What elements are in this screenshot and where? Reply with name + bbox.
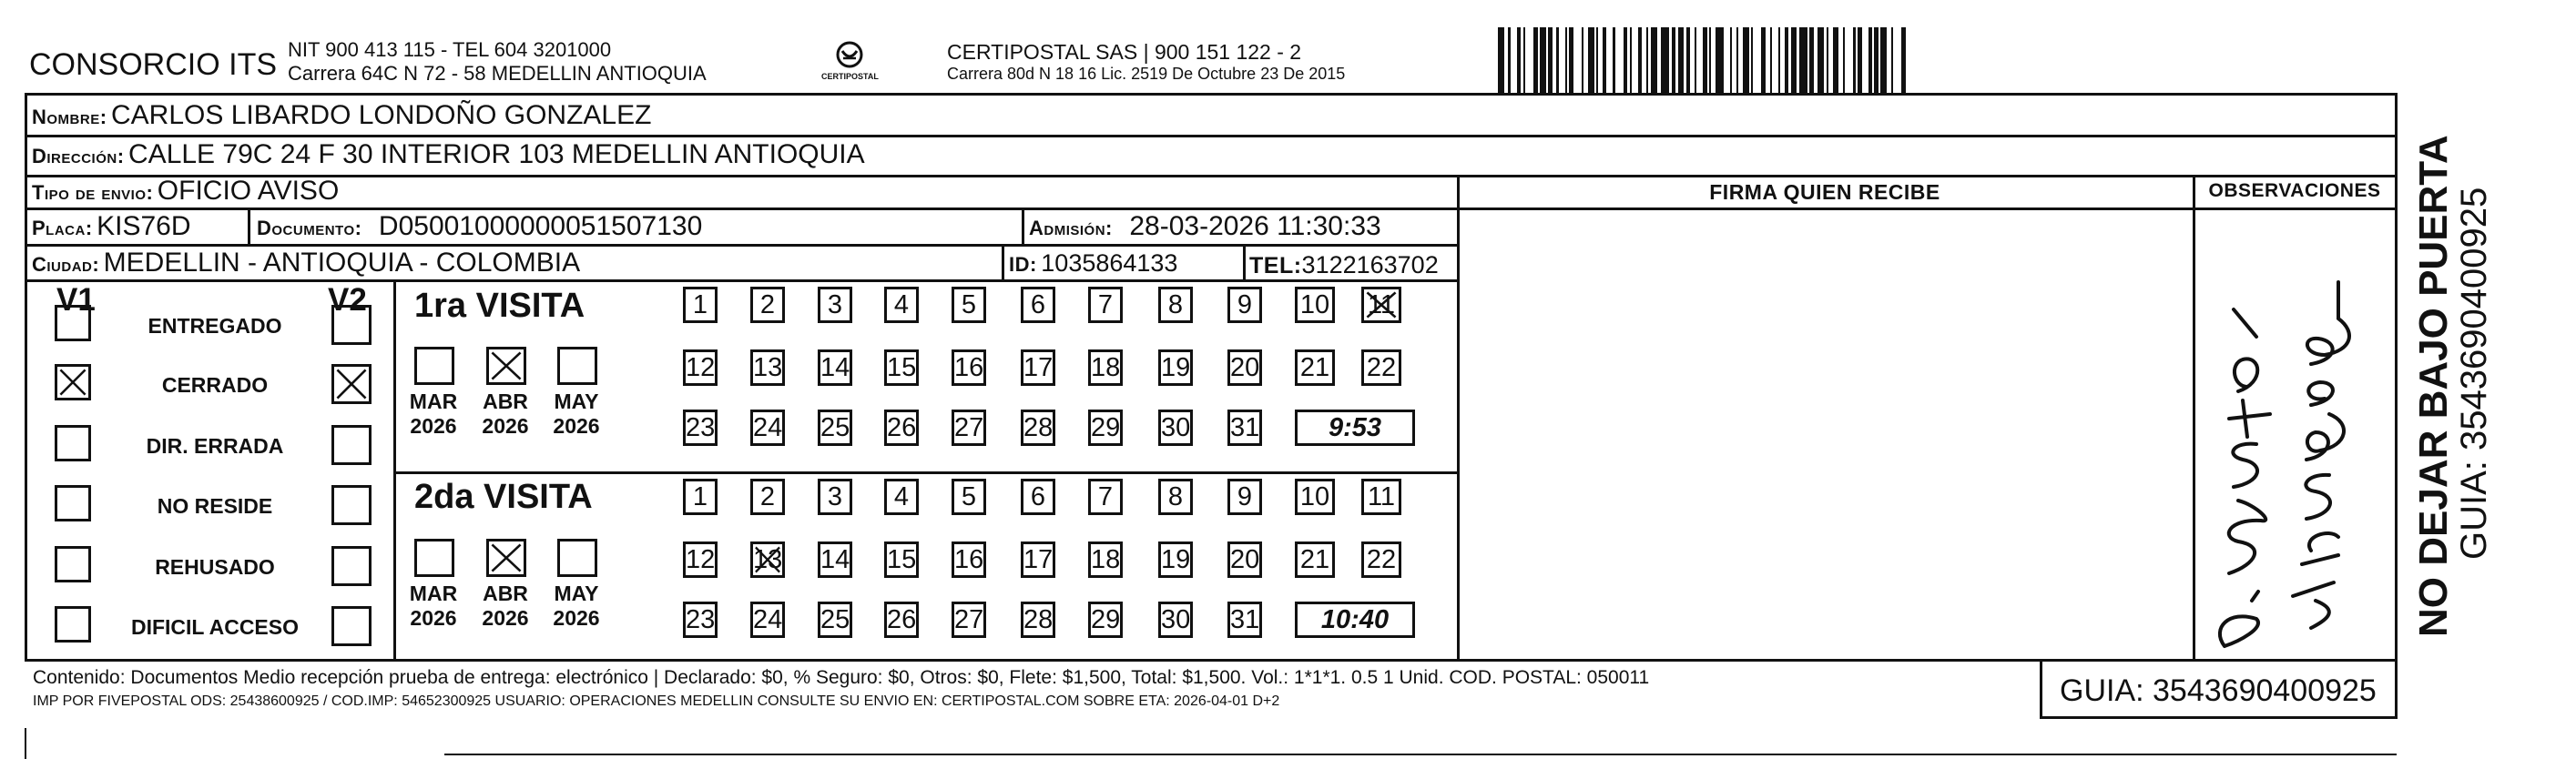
city-row bbox=[32, 248, 580, 278]
day-number: 13 bbox=[753, 353, 783, 382]
month-year: 2026 bbox=[553, 606, 600, 630]
status-label: DIFICIL ACCESO bbox=[130, 615, 299, 639]
day-number: 9 bbox=[1237, 482, 1253, 511]
day-box[interactable] bbox=[1021, 349, 1055, 386]
day-number: 19 bbox=[1161, 545, 1191, 574]
day-box[interactable] bbox=[683, 410, 718, 446]
day-number: 14 bbox=[820, 353, 850, 382]
visit-1-title: 1ra VISITA bbox=[414, 287, 585, 325]
recipient-address: CALLE 79C 24 F 30 INTERIOR 103 MEDELLIN ANTIOQUIA bbox=[128, 139, 865, 169]
recipient-address-row bbox=[32, 139, 865, 170]
day-box[interactable] bbox=[818, 287, 852, 323]
barcode-bar bbox=[1678, 27, 1685, 93]
day-box[interactable] bbox=[750, 349, 785, 386]
signature-header: FIRMA QUIEN RECIBE bbox=[1709, 180, 1940, 204]
month-checkbox[interactable] bbox=[414, 539, 454, 577]
status-label: DIR. ERRADA bbox=[146, 434, 284, 458]
day-number: 27 bbox=[954, 605, 984, 634]
day-box[interactable] bbox=[1158, 410, 1193, 446]
day-box[interactable] bbox=[750, 410, 785, 446]
day-box[interactable] bbox=[952, 479, 986, 515]
month-year: 2026 bbox=[482, 414, 529, 438]
shipping-type: OFICIO AVISO bbox=[157, 176, 340, 206]
side-notice: NO DEJAR BAJO PUERTA bbox=[2411, 135, 2456, 637]
observations-header: OBSERVACIONES bbox=[2208, 180, 2381, 201]
day-number: 11 bbox=[1367, 290, 1396, 319]
company-address: Carrera 64C N 72 - 58 MEDELLIN ANTIOQUIA bbox=[288, 62, 707, 85]
month-name: MAY bbox=[554, 390, 599, 413]
barcode-bar bbox=[1753, 27, 1761, 93]
tel-value: 3122163702 bbox=[1301, 251, 1439, 278]
v2-checkbox[interactable] bbox=[331, 305, 372, 345]
barcode-bar bbox=[1559, 27, 1565, 93]
day-number: 19 bbox=[1161, 353, 1191, 382]
barcode-bar bbox=[1833, 27, 1839, 93]
barcode-bar bbox=[1880, 27, 1887, 93]
day-number: 22 bbox=[1366, 353, 1397, 382]
day-number: 16 bbox=[954, 545, 984, 574]
status-label: REHUSADO bbox=[155, 555, 275, 579]
handwritten-observation bbox=[2202, 228, 2384, 655]
day-number: 21 bbox=[1299, 545, 1330, 574]
barcode-bar bbox=[1498, 27, 1504, 93]
day-number: 1 bbox=[692, 482, 708, 511]
day-number: 21 bbox=[1299, 353, 1330, 382]
barcode-bar bbox=[1632, 27, 1638, 93]
day-box[interactable] bbox=[1227, 479, 1262, 515]
barcode bbox=[1498, 27, 2317, 93]
month-year: 2026 bbox=[410, 414, 457, 438]
carrier-logo-text: CERTIPOSTAL bbox=[821, 72, 879, 81]
day-box[interactable] bbox=[1088, 541, 1123, 578]
day-box[interactable] bbox=[750, 602, 785, 638]
handwriting-signature bbox=[2202, 228, 2384, 655]
day-box[interactable] bbox=[884, 479, 919, 515]
city-value: MEDELLIN - ANTIOQUIA - COLOMBIA bbox=[103, 248, 581, 278]
day-box[interactable] bbox=[1021, 479, 1055, 515]
v1-checkbox[interactable] bbox=[55, 364, 91, 400]
day-box[interactable] bbox=[1295, 541, 1335, 578]
barcode-bar bbox=[1791, 27, 1797, 93]
day-number: 27 bbox=[954, 413, 984, 442]
day-number: 12 bbox=[686, 545, 716, 574]
day-number: 18 bbox=[1091, 353, 1121, 382]
id-label: ID: bbox=[1009, 253, 1037, 276]
barcode-bar bbox=[1540, 27, 1546, 93]
day-number: 24 bbox=[753, 605, 783, 634]
visit-2-title: 2da VISITA bbox=[414, 478, 593, 516]
v1-checkbox[interactable] bbox=[55, 606, 91, 643]
plate-value: KIS76D bbox=[97, 211, 191, 241]
visit-time-box[interactable]: 10:40 bbox=[1295, 602, 1415, 638]
day-box[interactable] bbox=[952, 287, 986, 323]
month-checkbox[interactable] bbox=[414, 347, 454, 385]
barcode-bar bbox=[1661, 27, 1669, 93]
admission-row bbox=[1029, 211, 1381, 242]
day-number: 14 bbox=[820, 545, 850, 574]
day-box[interactable] bbox=[884, 349, 919, 386]
day-box[interactable] bbox=[1021, 541, 1055, 578]
check-x-icon bbox=[57, 367, 88, 398]
day-box[interactable] bbox=[1021, 410, 1055, 446]
check-x-icon bbox=[1364, 289, 1399, 320]
barcode-bar bbox=[1651, 27, 1657, 93]
day-number: 5 bbox=[961, 482, 977, 511]
day-number: 18 bbox=[1091, 545, 1121, 574]
day-number: 2 bbox=[759, 290, 776, 319]
v1-checkbox[interactable] bbox=[55, 425, 91, 461]
day-box[interactable] bbox=[683, 541, 718, 578]
day-number: 29 bbox=[1091, 413, 1121, 442]
day-number: 7 bbox=[1097, 290, 1114, 319]
day-number: 6 bbox=[1030, 290, 1046, 319]
day-number: 8 bbox=[1167, 290, 1184, 319]
day-box[interactable] bbox=[1227, 541, 1262, 578]
day-box[interactable] bbox=[1361, 541, 1401, 578]
day-box[interactable] bbox=[884, 410, 919, 446]
month-checkbox[interactable] bbox=[486, 539, 526, 577]
day-box[interactable] bbox=[1088, 479, 1123, 515]
barcode-bar bbox=[1906, 27, 1908, 93]
carrier-logo bbox=[821, 40, 878, 86]
day-number: 3 bbox=[827, 482, 843, 511]
status-label: NO RESIDE bbox=[157, 494, 273, 518]
day-number: 20 bbox=[1230, 353, 1260, 382]
day-box[interactable] bbox=[1295, 287, 1335, 323]
recipient-name: CARLOS LIBARDO LONDOÑO GONZALEZ bbox=[111, 100, 652, 130]
v2-checkbox[interactable] bbox=[331, 425, 372, 465]
day-box[interactable] bbox=[1021, 602, 1055, 638]
day-number: 10 bbox=[1299, 290, 1330, 319]
day-number: 31 bbox=[1230, 413, 1260, 442]
visit-time-box[interactable]: 9:53 bbox=[1295, 410, 1415, 446]
content-description: Contenido: Documentos Medio recepción prueba de entrega: electrónico | Declarado: $0, % Seguro: $0, Otros: $0, Flete: $1,500, Total: $1,500. Vol.: 1*1*1. 0.5 1 Unid. COD. POSTAL: 050011 bbox=[33, 667, 1650, 688]
barcode-bar bbox=[1696, 27, 1703, 93]
day-box[interactable] bbox=[1158, 287, 1193, 323]
barcode-bar bbox=[1573, 27, 1582, 93]
day-number: 3 bbox=[827, 290, 843, 319]
day-number: 9 bbox=[1237, 290, 1253, 319]
day-number: 30 bbox=[1161, 605, 1191, 634]
plate-row bbox=[32, 211, 191, 242]
day-box[interactable] bbox=[952, 410, 986, 446]
month-checkbox[interactable] bbox=[557, 539, 597, 577]
day-box[interactable] bbox=[952, 541, 986, 578]
carrier-info: CERTIPOSTAL SAS | 900 151 122 - 2 bbox=[947, 40, 1302, 64]
day-box[interactable] bbox=[1227, 287, 1262, 323]
barcode-bar bbox=[1862, 27, 1868, 93]
barcode-bar bbox=[1606, 27, 1613, 93]
day-number: 24 bbox=[753, 413, 783, 442]
plate-label: Placa: bbox=[32, 217, 93, 239]
status-label: CERRADO bbox=[161, 373, 269, 397]
day-box[interactable] bbox=[1158, 349, 1193, 386]
day-box[interactable] bbox=[1227, 410, 1262, 446]
day-box[interactable] bbox=[818, 349, 852, 386]
day-box[interactable] bbox=[818, 479, 852, 515]
day-number: 8 bbox=[1167, 482, 1184, 511]
imp-line: IMP POR FIVEPOSTAL ODS: 25438600925 / COD.IMP: 54652300925 USUARIO: OPERACIONES MEDELLIN CONSULTE SU ENVIO EN: CERTIPOSTAL.COM SOBRE ETA: 2026-04-01 D+2 bbox=[33, 693, 1280, 709]
day-box[interactable] bbox=[750, 541, 785, 578]
city-label: Ciudad: bbox=[32, 253, 100, 276]
month-name: MAR bbox=[409, 582, 458, 605]
day-number: 13 bbox=[753, 545, 783, 574]
day-number: 15 bbox=[887, 545, 917, 574]
barcode-bar bbox=[1743, 27, 1749, 93]
name-label: Nombre: bbox=[32, 106, 107, 128]
day-box[interactable] bbox=[683, 479, 718, 515]
side-guia: GUIA: 3543690400925 bbox=[2454, 187, 2494, 560]
day-box[interactable] bbox=[1295, 479, 1335, 515]
status-label: ENTREGADO bbox=[148, 314, 282, 338]
v2-checkbox[interactable] bbox=[331, 546, 372, 586]
day-box[interactable] bbox=[884, 541, 919, 578]
admission-value: 28-03-2026 11:30:33 bbox=[1129, 211, 1381, 241]
day-number: 11 bbox=[1367, 482, 1396, 511]
tel-label: TEL: bbox=[1249, 253, 1302, 278]
barcode-bar bbox=[1893, 27, 1901, 93]
day-number: 28 bbox=[1023, 605, 1054, 634]
month-year: 2026 bbox=[553, 414, 600, 438]
company-name: CONSORCIO ITS bbox=[29, 47, 278, 82]
day-number: 20 bbox=[1230, 545, 1260, 574]
month-label bbox=[402, 582, 465, 631]
document-value: D05001000000051507130 bbox=[378, 211, 703, 241]
address-label: Dirección: bbox=[32, 145, 125, 167]
day-number: 26 bbox=[887, 605, 917, 634]
day-number: 12 bbox=[686, 353, 716, 382]
day-box[interactable] bbox=[1361, 479, 1401, 515]
day-box[interactable] bbox=[683, 602, 718, 638]
day-number: 1 bbox=[692, 290, 708, 319]
day-box[interactable] bbox=[1361, 349, 1401, 386]
day-box[interactable] bbox=[952, 349, 986, 386]
type-label: Tipo de envio: bbox=[32, 181, 154, 204]
day-box[interactable] bbox=[952, 602, 986, 638]
day-number: 23 bbox=[686, 605, 716, 634]
carrier-license: Carrera 80d N 18 16 Lic. 2519 De Octubre 23 De 2015 bbox=[947, 65, 1346, 83]
check-x-icon bbox=[489, 349, 524, 382]
shipping-type-row bbox=[32, 176, 339, 207]
v1-checkbox[interactable] bbox=[55, 546, 91, 582]
v2-checkbox[interactable] bbox=[331, 364, 372, 404]
day-box[interactable] bbox=[1021, 287, 1055, 323]
document-label: Documento: bbox=[257, 217, 362, 239]
day-box[interactable] bbox=[818, 410, 852, 446]
day-box[interactable] bbox=[1088, 349, 1123, 386]
check-x-icon bbox=[489, 541, 524, 574]
day-number: 26 bbox=[887, 413, 917, 442]
v2-checkbox[interactable] bbox=[331, 485, 372, 525]
day-number: 29 bbox=[1091, 605, 1121, 634]
recipient-name-row bbox=[32, 100, 651, 131]
day-number: 7 bbox=[1097, 482, 1114, 511]
admission-label: Admisión: bbox=[1029, 217, 1113, 239]
company-nit: NIT 900 413 115 - TEL 604 3201000 bbox=[288, 38, 612, 61]
barcode-bar bbox=[1817, 27, 1824, 93]
barcode-bar bbox=[1772, 27, 1778, 93]
day-number: 25 bbox=[820, 605, 850, 634]
barcode-bar bbox=[1799, 27, 1807, 93]
month-year: 2026 bbox=[410, 606, 457, 630]
day-box[interactable] bbox=[818, 541, 852, 578]
day-box[interactable] bbox=[750, 479, 785, 515]
day-box[interactable] bbox=[750, 287, 785, 323]
day-number: 16 bbox=[954, 353, 984, 382]
day-number: 6 bbox=[1030, 482, 1046, 511]
tel-row bbox=[1249, 249, 1439, 280]
day-box[interactable] bbox=[1088, 287, 1123, 323]
day-box[interactable] bbox=[1361, 287, 1401, 323]
barcode-bar bbox=[1716, 27, 1724, 93]
day-number: 22 bbox=[1366, 545, 1397, 574]
day-box[interactable] bbox=[1227, 602, 1262, 638]
month-name: MAR bbox=[409, 390, 458, 413]
day-box[interactable] bbox=[1088, 602, 1123, 638]
day-number: 15 bbox=[887, 353, 917, 382]
day-number: 4 bbox=[893, 482, 910, 511]
barcode-bar bbox=[1525, 27, 1533, 93]
day-number: 23 bbox=[686, 413, 716, 442]
month-label bbox=[545, 390, 608, 439]
day-box[interactable] bbox=[1158, 541, 1193, 578]
month-label bbox=[473, 390, 537, 439]
day-box[interactable] bbox=[1088, 410, 1123, 446]
guia-box: GUIA: 3543690400925 bbox=[2060, 673, 2377, 708]
day-number: 5 bbox=[961, 290, 977, 319]
month-name: ABR bbox=[483, 390, 528, 413]
v1-checkbox[interactable] bbox=[55, 305, 91, 341]
day-box[interactable] bbox=[1227, 349, 1262, 386]
barcode-bar bbox=[1615, 27, 1624, 93]
barcode-bar bbox=[1588, 27, 1594, 93]
barcode-bar bbox=[1845, 27, 1853, 93]
v2-checkbox[interactable] bbox=[331, 606, 372, 646]
day-number: 10 bbox=[1299, 482, 1330, 511]
month-checkbox[interactable] bbox=[486, 347, 526, 385]
day-box[interactable] bbox=[1295, 349, 1335, 386]
day-box[interactable] bbox=[884, 602, 919, 638]
month-name: ABR bbox=[483, 582, 528, 605]
v1-checkbox[interactable] bbox=[55, 485, 91, 521]
day-number: 17 bbox=[1023, 545, 1054, 574]
month-checkbox[interactable] bbox=[557, 347, 597, 385]
id-row bbox=[1009, 248, 1177, 278]
day-number: 30 bbox=[1161, 413, 1191, 442]
check-x-icon bbox=[334, 367, 369, 401]
month-year: 2026 bbox=[482, 606, 529, 630]
day-number: 2 bbox=[759, 482, 776, 511]
barcode-bar bbox=[1724, 27, 1730, 93]
day-box[interactable] bbox=[818, 602, 852, 638]
month-name: MAY bbox=[554, 582, 599, 605]
month-label bbox=[402, 390, 465, 439]
day-number: 31 bbox=[1230, 605, 1260, 634]
v1-label: V1 bbox=[56, 282, 96, 318]
day-box[interactable] bbox=[1158, 479, 1193, 515]
document-row bbox=[257, 211, 702, 242]
day-box[interactable] bbox=[884, 287, 919, 323]
day-box[interactable] bbox=[1158, 602, 1193, 638]
month-label bbox=[473, 582, 537, 631]
barcode-bar bbox=[1511, 27, 1517, 93]
id-value: 1035864133 bbox=[1041, 249, 1178, 277]
v2-label: V2 bbox=[328, 282, 367, 318]
month-label bbox=[545, 582, 608, 631]
day-number: 17 bbox=[1023, 353, 1054, 382]
day-number: 25 bbox=[820, 413, 850, 442]
day-number: 4 bbox=[893, 290, 910, 319]
day-box[interactable] bbox=[683, 287, 718, 323]
check-x-icon bbox=[753, 544, 782, 575]
day-number: 28 bbox=[1023, 413, 1054, 442]
day-box[interactable] bbox=[683, 349, 718, 386]
